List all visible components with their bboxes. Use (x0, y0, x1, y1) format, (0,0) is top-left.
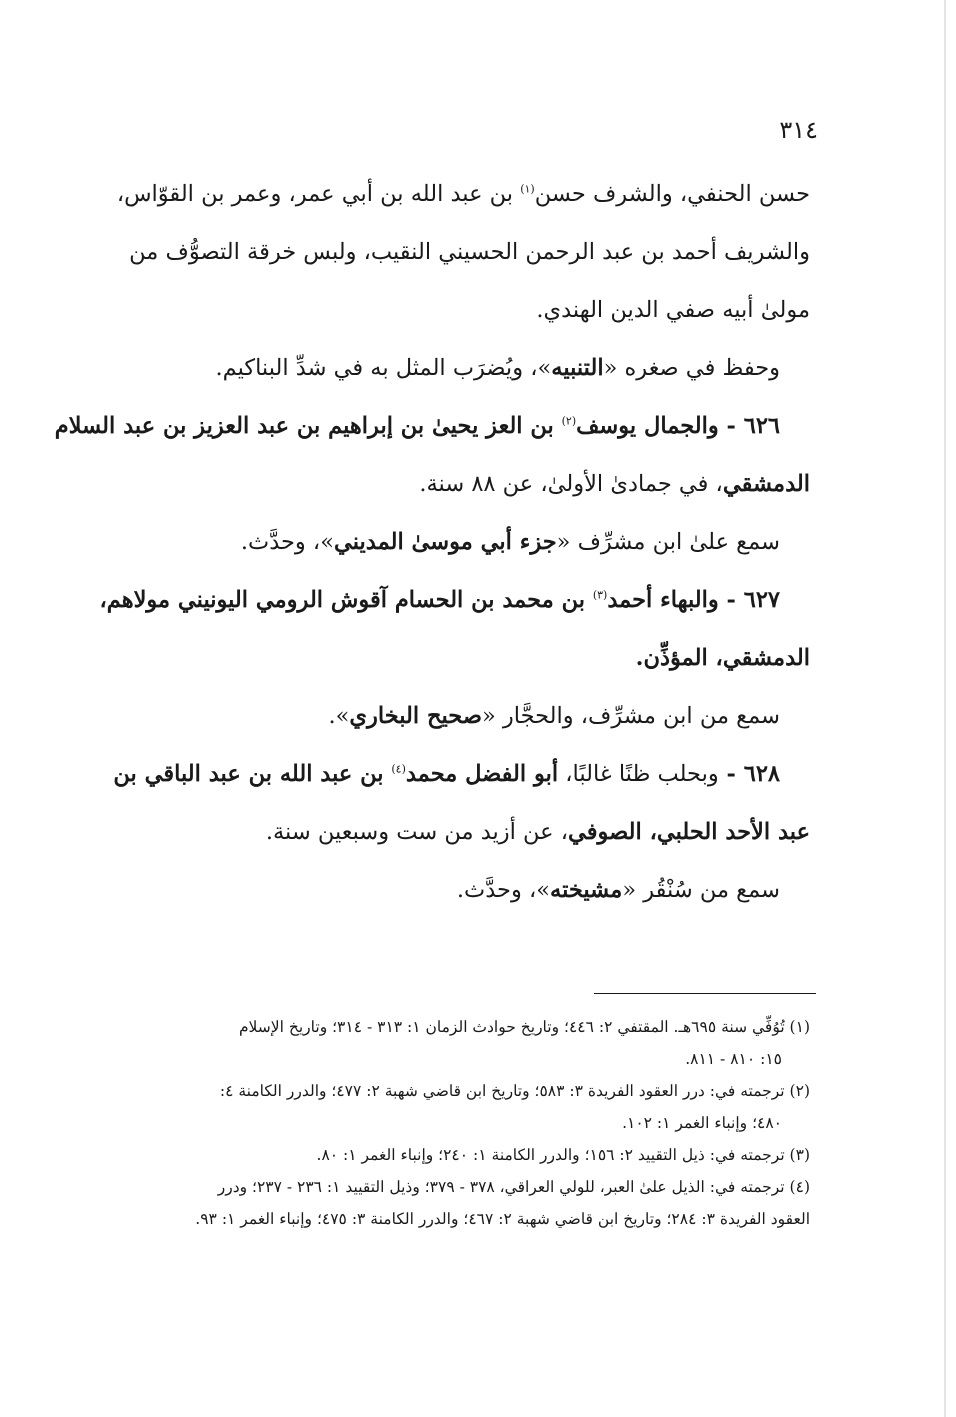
entry-627-line2 (98, 629, 810, 687)
entry-number: ٦٢٨ - (718, 761, 780, 787)
text-line: مولىٰ أبيه صفي الدين الهندي. (536, 297, 810, 323)
footnote-1: (١) تُوُفِّي سنة ٦٩٥هـ. المقتفي ٢: ٤٤٦؛ وتاريخ حوادث الزمان ١: ٣١٣ - ٣١٤؛ وتاريخ الإسلام (238, 1018, 810, 1036)
entry-nisba: الدمشقي، المؤذِّن. (635, 645, 810, 671)
text-run: »، وحدَّث. (240, 529, 334, 555)
entry-number: ٦٢٦ - (718, 413, 780, 439)
text-run: »، وحدَّث. (456, 877, 551, 903)
footnote-2: (٢) ترجمته في: درر العقود الفريدة ٣: ٥٨٣؛ وتاريخ ابن قاضي شهبة ٢: ٤٧٧؛ والدرر الكامنة ٤: (219, 1082, 810, 1100)
book-title: جزء أبي موسىٰ المديني (333, 529, 557, 555)
text-run: »، ويُضرَب المثل به في شدِّ البناكيم. (215, 355, 552, 381)
footnote-4-cont: العقود الفريدة ٣: ٢٨٤؛ وتاريخ ابن قاضي شهبة ٢: ٤٦٧؛ والدرر الكامنة ٣: ٤٧٥؛ وإنباء الغمر ١: ٩٣. (195, 1210, 810, 1228)
entry-number: ٦٢٧ - (718, 587, 780, 613)
entry-name: والبهاء أحمد (607, 587, 719, 613)
entry-name: والجمال يوسف (576, 413, 719, 439)
entry-628-hearing (98, 861, 810, 919)
book-title: مشيخته (550, 877, 623, 903)
entry-627-heading (98, 571, 810, 629)
footnotes (98, 1011, 810, 1235)
footnote-4: (٤) ترجمته في: الذيل علىٰ العبر، للولي العراقي، ٣٧٨ - ٣٧٩؛ وذيل التقييد ١: ٢٣٦ - ٢٣٧؛ ودرر (217, 1178, 810, 1196)
text-run: سمع من ابن مشرِّف، والحجَّار « (481, 703, 780, 729)
text-run: وبحلب ظنًا غالبًا، (558, 761, 719, 787)
text-run: ». (328, 703, 350, 729)
footnote-ref[interactable]: (١) (520, 182, 535, 196)
footnote-1-cont: ١٥: ٨١٠ - ٨١١. (685, 1050, 782, 1068)
text-line (98, 165, 810, 223)
entry-628-line2 (98, 803, 810, 861)
footnote-ref[interactable]: (٣) (592, 588, 608, 602)
text-run: سمع من سُنْقُر « (622, 877, 780, 903)
book-title: التنبيه (551, 355, 604, 381)
entry-nisba: الدمشقي (722, 471, 810, 497)
entry-627-hearing (98, 687, 810, 745)
text-run: بن عبد الله بن أبي عمر، وعمر بن القوّاس، (116, 181, 521, 207)
footnote-ref[interactable]: (٢) (561, 414, 577, 428)
footnote-ref[interactable]: (٤) (391, 762, 406, 776)
book-title: صحيح البخاري (349, 703, 482, 729)
entry-626-heading (54, 397, 810, 455)
text-run: ، في جمادىٰ الأولىٰ، عن ٨٨ سنة. (419, 471, 723, 497)
entry-626-hearing (98, 513, 810, 571)
text-line: والشريف أحمد بن عبد الرحمن الحسيني النقيب، ولبس خرقة التصوُّف من (129, 239, 810, 265)
footnote-separator (594, 993, 816, 994)
page-edge (944, 0, 946, 1417)
footnote-3: (٣) ترجمته في: ذيل التقييد ٢: ١٥٦؛ والدرر الكامنة ١: ٢٤٠؛ وإنباء الغمر ١: ٨٠. (316, 1146, 810, 1164)
entry-628-heading (98, 745, 810, 803)
footnote-2-cont: ٤٨٠؛ وإنباء الغمر ١: ١٠٢. (622, 1114, 782, 1132)
text-line (98, 339, 810, 397)
entry-name-rest: بن محمد بن الحسام آقوش الرومي اليونيني مولاهم، (99, 587, 593, 613)
main-text (54, 165, 810, 919)
entry-name-rest: بن العز يحيىٰ بن إبراهيم بن عبد العزيز بن عبد السلام (54, 413, 562, 439)
text-run: حسن الحنفي، والشرف حسن (534, 181, 810, 207)
page-number: ٣١٤ (779, 116, 818, 144)
entry-name-rest: بن عبد الله بن عبد الباقي بن (113, 761, 392, 787)
text-run: سمع علىٰ ابن مشرِّف « (556, 529, 780, 555)
text-run: وحفظ في صغره « (603, 355, 780, 381)
entry-nisba: عبد الأحد الحلبي، الصوفي (568, 819, 810, 845)
text-run: ، عن أزيد من ست وسبعين سنة. (265, 819, 569, 845)
entry-name: أبو الفضل محمد (405, 761, 559, 787)
entry-626-line2 (98, 455, 810, 513)
